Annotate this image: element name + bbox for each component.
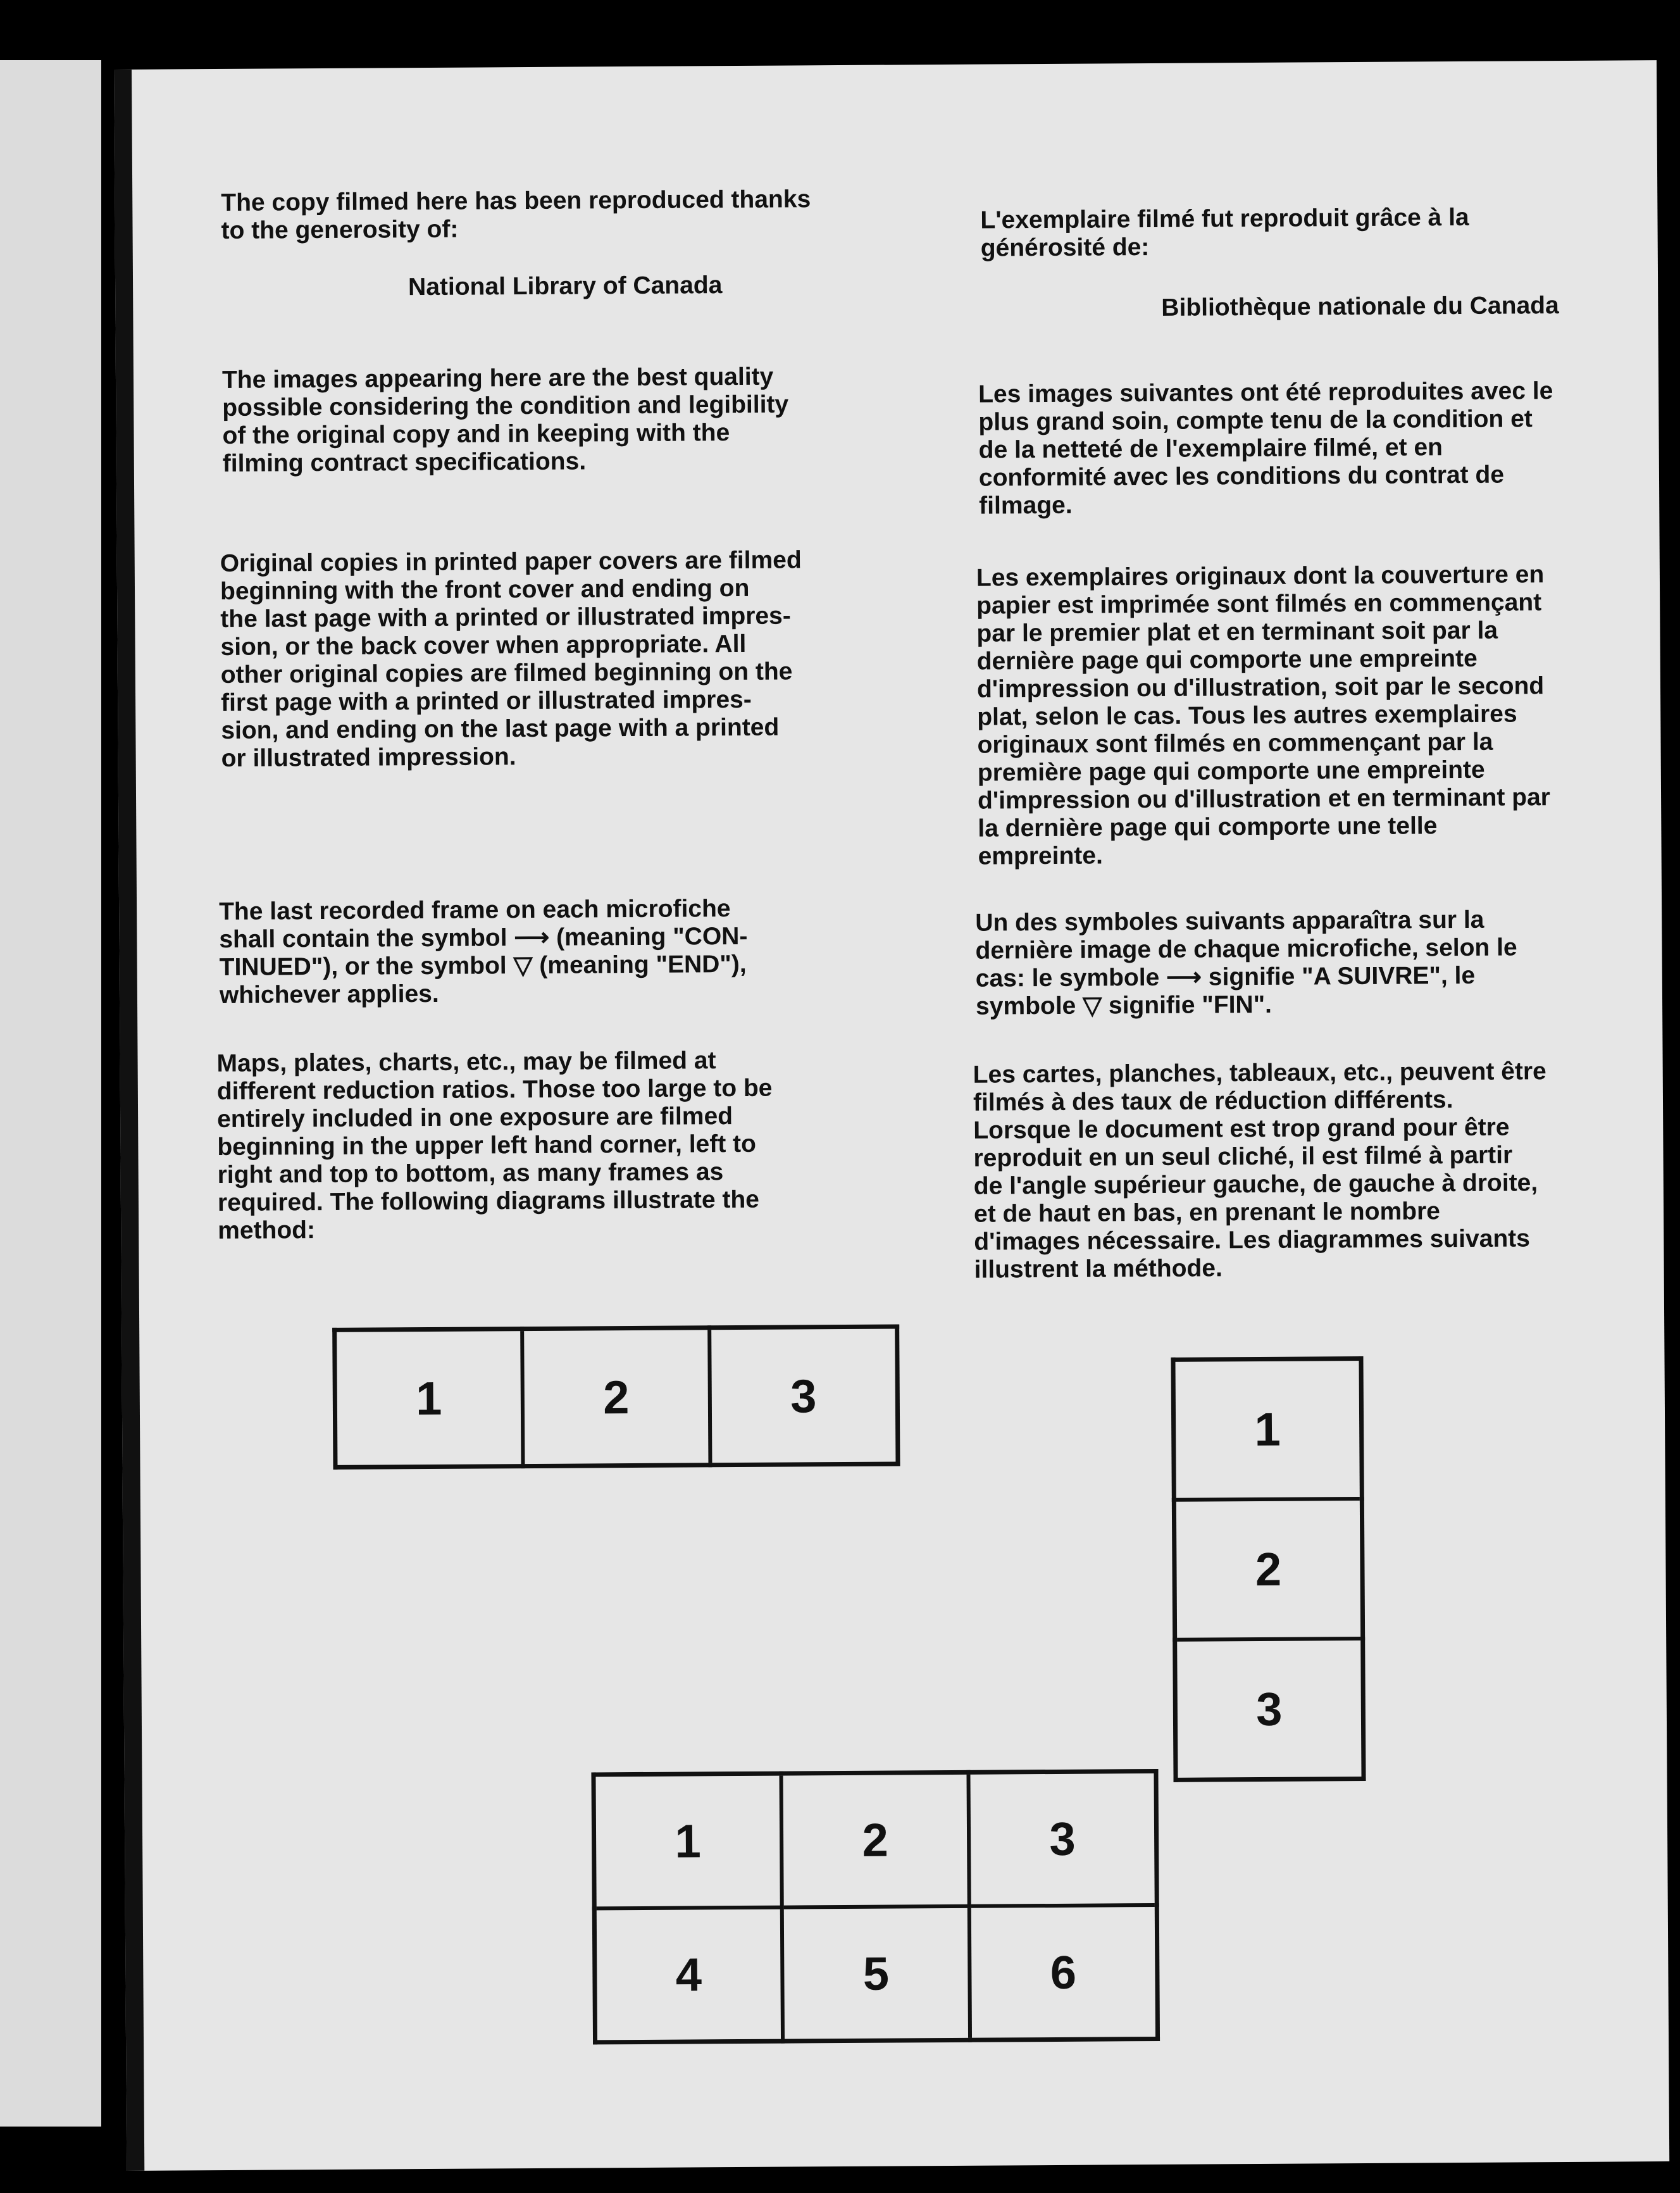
document-page: [114, 60, 1669, 2171]
frame-cell: 1: [1173, 1358, 1362, 1499]
frame-cell: 2: [781, 1772, 969, 1907]
frame-cell: 1: [594, 1773, 782, 1908]
diagram-grid: [591, 1769, 1160, 2044]
en-maps-paragraph: Maps, plates, charts, etc., may be filmed at different reduction ratios. Those too large to be entirely included in one exposure are filmed beginning in the upper left hand corner, left to right and top to bottom, as many frames as required. The following diagrams illustrate the method:: [216, 1047, 773, 1245]
en-originals-paragraph: Original copies in printed paper covers are filmed beginning with the front cover and ending on the last page with a printed or illustrated impres- sion, or the back cover when appropriate. All other original copies are filmed beginning on the first page with a printed or illustrated impres- sion, and ending on the last page with a printed or illustrated impression.: [220, 546, 802, 772]
fr-quality-paragraph: Les images suivantes ont été reproduites avec le plus grand soin, compte tenu de la condition et de la netteté de l'exemplaire filmé, et en conformité avec les conditions du contrat de filmage.: [978, 377, 1553, 520]
fr-institution: Bibliothèque nationale du Canada: [1161, 292, 1559, 322]
frame-cell: 1: [335, 1329, 523, 1468]
adjacent-page-edge: [0, 60, 101, 2127]
fr-symbols-paragraph: Un des symboles suivants apparaîtra sur la dernière image de chaque microfiche, selon le cas: le symbole ⟶ signifie "A SUIVRE", le symbole ▽ signifie "FIN".: [975, 906, 1517, 1020]
frame-cell: 3: [968, 1771, 1157, 1906]
frame-cell: 6: [969, 1905, 1158, 2040]
en-credit-intro: The copy filmed here has been reproduced thanks to the generosity of:: [221, 185, 811, 244]
fr-credit-intro: L'exemplaire filmé fut reproduit grâce à la générosité de:: [980, 203, 1469, 262]
fr-maps-paragraph: Les cartes, planches, tableaux, etc., peuvent être filmés à des taux de réduction différents. Lorsque le document est trop grand pour être reproduit en un seul cliché, il est filmé à partir de l'angle supérieur gauche, de gauche à droite, et de haut en bas, en prenant le nombre d'images nécessaire. Les diagrammes suivants illustrent la méthode.: [973, 1058, 1546, 1284]
frame-cell: 2: [1174, 1499, 1362, 1640]
frame-cell: 3: [1175, 1639, 1364, 1780]
fr-originals-paragraph: Les exemplaires originaux dont la couverture en papier est imprimée sont filmés en commençant par le premier plat et en terminant soit par la dernière page qui comporte une empreinte d'impression ou d'illustration, soit par le second plat, selon le cas. Tous les autres exemplaires originaux sont filmés en commençant par la première page qui comporte une empreinte d'impression ou d'illustration et en terminant par la dernière page qui comporte une telle empreinte.: [976, 561, 1551, 870]
frame-cell: 2: [522, 1328, 710, 1466]
diagram-horizontal: [332, 1324, 900, 1469]
en-quality-paragraph: The images appearing here are the best quality possible considering the condition and legibility of the original copy and in keeping with the filming contract specifications.: [221, 363, 789, 477]
diagram-vertical: [1171, 1356, 1366, 1782]
frame-cell: 5: [782, 1906, 970, 2041]
frame-cell: 4: [594, 1908, 783, 2042]
en-symbols-paragraph: The last recorded frame on each microfiche shall contain the symbol ⟶ (meaning "CON- TINUED"), or the symbol ▽ (meaning "END"), whichever applies.: [218, 895, 748, 1009]
frame-cell: 3: [709, 1327, 898, 1465]
en-institution: National Library of Canada: [408, 272, 723, 301]
